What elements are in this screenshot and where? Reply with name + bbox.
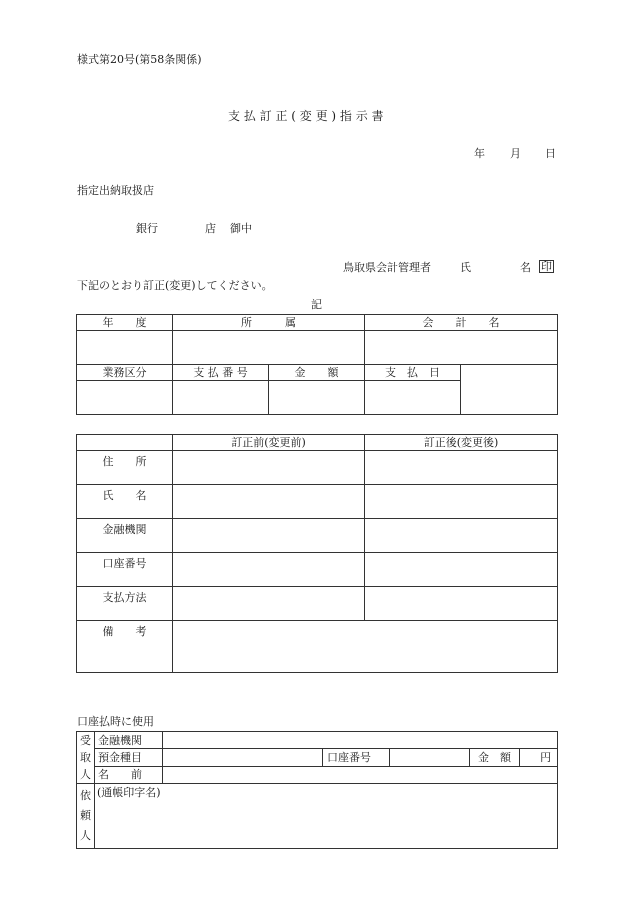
cell-amount[interactable]: 円 [520, 749, 558, 766]
cell-name-before[interactable] [173, 485, 365, 519]
cell-name[interactable] [163, 766, 558, 783]
branch-label: 店 [205, 222, 216, 235]
correction-table [76, 434, 558, 673]
cell-blank [461, 365, 558, 415]
header-before: 訂正前(変更前) [173, 435, 365, 451]
cell-address-before[interactable] [173, 451, 365, 485]
date-year: 年 [474, 147, 485, 160]
header-shozoku: 所 属 [173, 315, 365, 331]
row-label-name: 氏 名 [77, 485, 173, 519]
cell-address-after[interactable] [365, 451, 558, 485]
honorific: 御中 [230, 222, 252, 235]
ki-mark: 記 [311, 298, 322, 311]
sender-name-label-2: 名 [520, 261, 531, 274]
row-label-address: 住 所 [77, 451, 173, 485]
requester-char-1: 依 [80, 789, 91, 802]
label-account-no: 口座番号 [323, 749, 390, 766]
cell-method-after[interactable] [365, 587, 558, 621]
cell-account-before[interactable] [173, 553, 365, 587]
corner-cell [77, 435, 173, 451]
cell-bango[interactable] [173, 381, 269, 415]
instruction-text: 下記のとおり訂正(変更)してください。 [77, 279, 273, 292]
header-bango: 支 払 番 号 [173, 365, 269, 381]
cell-bank-before[interactable] [173, 519, 365, 553]
account-info-table [76, 314, 558, 415]
bank-label: 銀行 [136, 222, 158, 235]
row-label-method: 支払方法 [77, 587, 173, 621]
recipient-char-1: 受 [80, 734, 91, 747]
document-title: 支 払 訂 正 ( 変 更 ) 指 示 書 [228, 109, 384, 123]
cell-kingaku[interactable] [269, 381, 365, 415]
requester-char-2: 頼 [80, 809, 91, 822]
recipient-char-2: 取 [80, 751, 91, 764]
account-transfer-table [76, 731, 558, 849]
cell-name-after[interactable] [365, 485, 558, 519]
header-kaikei: 会 計 名 [365, 315, 558, 331]
row-label-bank: 金融機関 [77, 519, 173, 553]
passbook-label: (通帳印字名) [97, 786, 161, 799]
cell-kaikei[interactable] [365, 331, 558, 365]
row-label-remarks: 備 考 [77, 621, 173, 673]
recipient-label [77, 732, 95, 784]
requester-label [77, 784, 95, 849]
cell-shiharaibi[interactable] [365, 381, 461, 415]
cell-passbook-name[interactable] [95, 784, 558, 849]
header-nendo: 年 度 [77, 315, 173, 331]
header-after: 訂正後(変更後) [365, 435, 558, 451]
sender-org: 鳥取県会計管理者 [343, 261, 431, 274]
cell-shozoku[interactable] [173, 331, 365, 365]
cell-nendo[interactable] [77, 331, 173, 365]
label-deposit-type: 預金種目 [95, 749, 163, 766]
seal-mark [539, 260, 554, 273]
sender-name-label-1: 氏 [460, 261, 471, 274]
recipient-char-3: 人 [80, 768, 91, 781]
seal-text: 印 [541, 260, 552, 273]
header-shiharaibi: 支 払 日 [365, 365, 461, 381]
requester-char-3: 人 [80, 829, 91, 842]
designated-office: 指定出納取扱店 [77, 184, 154, 197]
cell-bank-after[interactable] [365, 519, 558, 553]
cell-gyomu[interactable] [77, 381, 173, 415]
cell-account-no[interactable] [390, 749, 470, 766]
label-bank: 金融機関 [95, 732, 163, 749]
cell-account-after[interactable] [365, 553, 558, 587]
cell-deposit-type[interactable] [163, 749, 323, 766]
label-amount: 金 額 [470, 749, 520, 766]
date-month: 月 [510, 147, 521, 160]
row-label-account: 口座番号 [77, 553, 173, 587]
date-day: 日 [545, 147, 556, 160]
header-kingaku: 金 額 [269, 365, 365, 381]
cell-method-before[interactable] [173, 587, 365, 621]
header-gyomu: 業務区分 [77, 365, 173, 381]
form-number: 様式第20号(第58条関係) [77, 53, 202, 66]
cell-remarks[interactable] [173, 621, 558, 673]
cell-bank[interactable] [163, 732, 558, 749]
section3-title: 口座払時に使用 [77, 715, 154, 728]
label-name: 名 前 [95, 766, 163, 783]
